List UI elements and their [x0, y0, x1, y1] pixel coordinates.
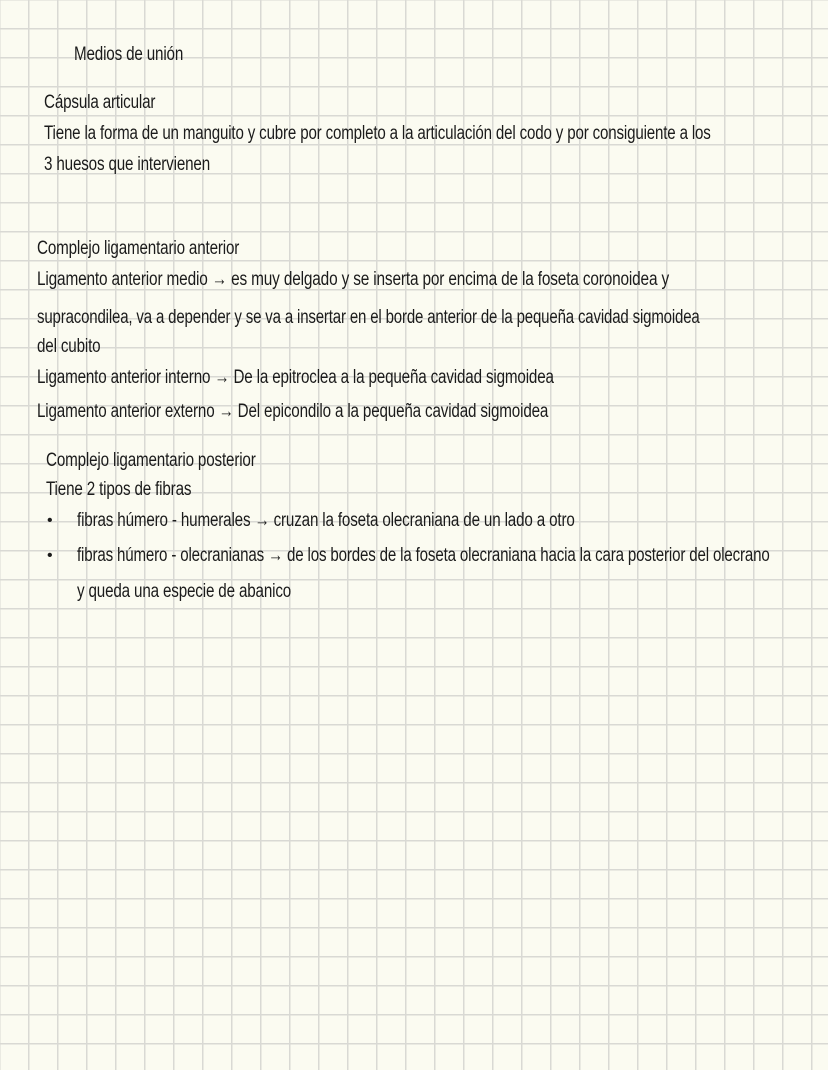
page-title: Medios de unión — [74, 44, 184, 65]
capsula-heading: Cápsula articular — [44, 92, 156, 113]
bullet-icon: • — [47, 547, 53, 564]
bullet-icon: • — [47, 512, 53, 529]
capsula-text-line-1: Tiene la forma de un manguito y cubre por completo a la articulación del codo y por consiguiente a los — [44, 123, 711, 144]
capsula-text-line-2: 3 huesos que intervienen — [44, 154, 211, 175]
anterior-medio-line-3: del cubito — [37, 336, 101, 357]
bullet-text-humerales: fibras húmero - humerales → cruzan la foseta olecraniana de un lado a otro — [77, 510, 575, 531]
posterior-heading: Complejo ligamentario posterior — [46, 450, 256, 471]
anterior-heading: Complejo ligamentario anterior — [37, 238, 240, 259]
posterior-intro: Tiene 2 tipos de fibras — [46, 479, 192, 500]
anterior-medio-line-1: Ligamento anterior medio → es muy delgado y se inserta por encima de la foseta coronoidea y — [37, 269, 670, 290]
bullet-text-olecranianas: fibras húmero - olecranianas → de los bordes de la foseta olecraniana hacia la cara posterior del olecrano — [77, 545, 770, 566]
anterior-interno-line: Ligamento anterior interno → De la epitroclea a la pequeña cavidad sigmoidea — [37, 367, 554, 388]
bullet-continuation: y queda una especie de abanico — [77, 581, 292, 602]
anterior-externo-line: Ligamento anterior externo → Del epicondilo a la pequeña cavidad sigmoidea — [37, 401, 549, 422]
anterior-medio-line-2: supracondilea, va a depender y se va a insertar en el borde anterior de la pequeña cavidad sigmoidea — [37, 307, 700, 328]
